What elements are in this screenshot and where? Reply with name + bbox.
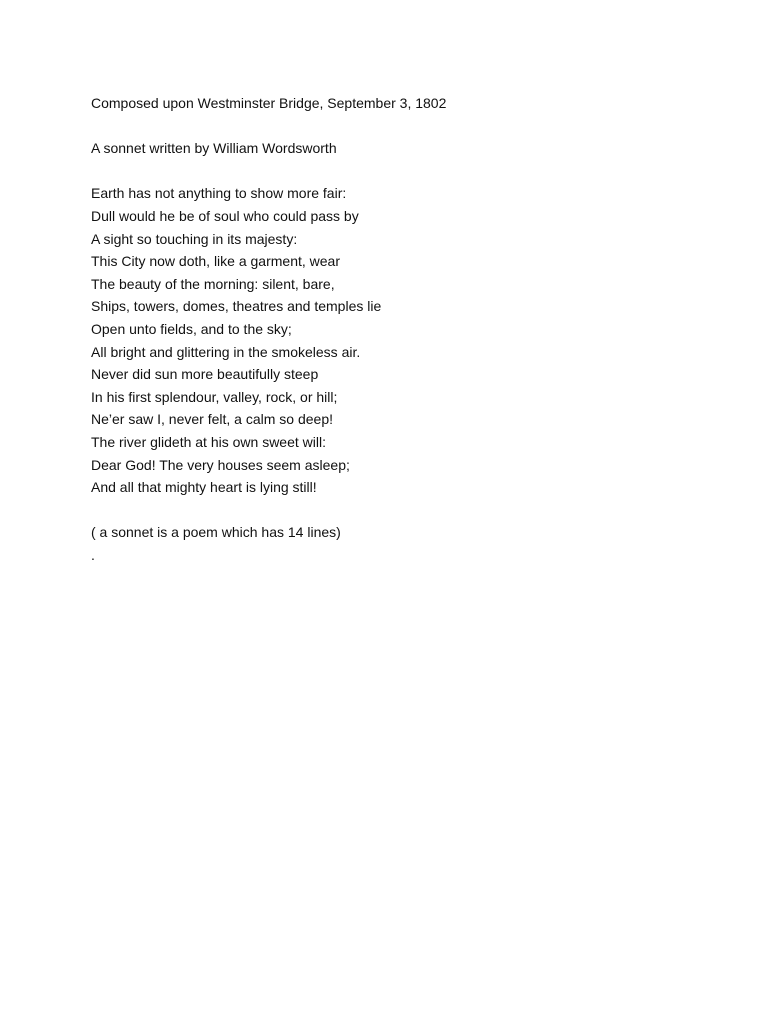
poem-line: All bright and glittering in the smokeless air. — [91, 343, 361, 360]
poem-line: Dull would he be of soul who could pass by — [91, 207, 359, 224]
poem-line: And all that mighty heart is lying still! — [91, 479, 317, 496]
poem-line: This City now doth, like a garment, wear — [91, 253, 340, 270]
spacer — [91, 160, 691, 183]
poem-line: Never did sun more beautifully steep — [91, 366, 319, 383]
trailing-period: . — [91, 546, 95, 563]
spacer — [91, 115, 691, 138]
document-body — [91, 92, 691, 566]
poem-line: In his first splendour, valley, rock, or hill; — [91, 388, 338, 405]
poem-attribution: A sonnet written by William Wordsworth — [91, 140, 337, 157]
sonnet-note: ( a sonnet is a poem which has 14 lines) — [91, 524, 341, 541]
poem-line: Ne’er saw I, never felt, a calm so deep! — [91, 411, 333, 428]
poem-line: A sight so touching in its majesty: — [91, 230, 298, 247]
poem-line: Dear God! The very houses seem asleep; — [91, 456, 350, 473]
spacer — [91, 499, 691, 522]
poem-line: Open unto fields, and to the sky; — [91, 320, 292, 337]
poem-line: The river glideth at his own sweet will: — [91, 433, 326, 450]
poem-line: The beauty of the morning: silent, bare, — [91, 275, 335, 292]
poem-line: Ships, towers, domes, theatres and temples lie — [91, 298, 382, 315]
poem-line: Earth has not anything to show more fair: — [91, 185, 347, 202]
poem-title: Composed upon Westminster Bridge, September 3, 1802 — [91, 95, 447, 111]
poem-stanza — [91, 182, 691, 498]
